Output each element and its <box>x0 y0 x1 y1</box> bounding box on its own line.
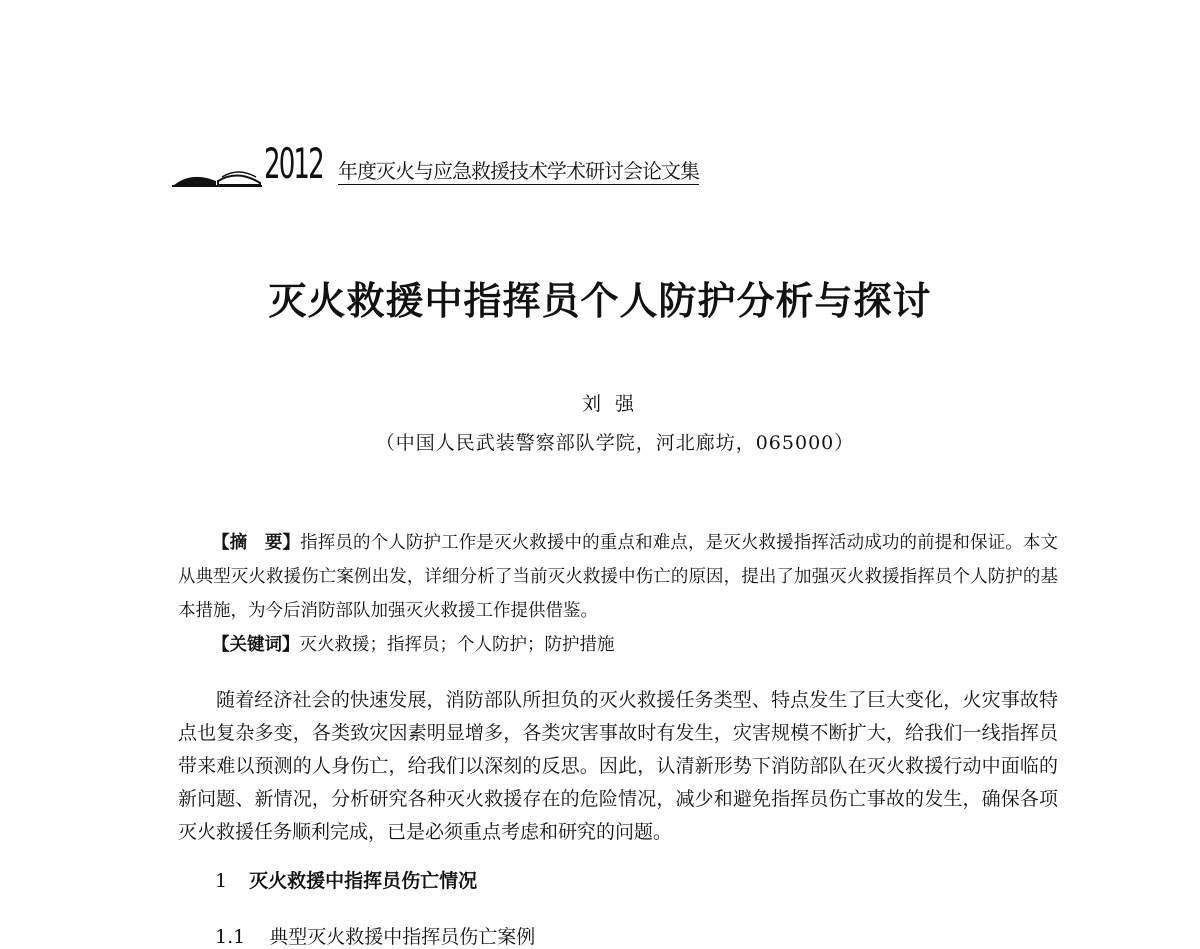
running-header <box>172 139 752 190</box>
abstract-paragraph <box>178 526 1058 628</box>
keywords-label: 【关键词】 <box>212 635 300 655</box>
open-book-icon <box>172 159 262 187</box>
body-text <box>178 684 1058 849</box>
paper-title: 灭火救援中指挥员个人防护分析与探讨 <box>268 278 932 323</box>
author-name: 刘强 <box>581 393 648 415</box>
section-title: 灭火救援中指挥员伤亡情况 <box>249 870 478 892</box>
header-year: 2012 <box>264 139 323 188</box>
header-series-title: 年度灭火与应急救援技术学术研讨会论文集 <box>338 159 699 183</box>
section-heading-1-1 <box>215 922 535 949</box>
abstract-label: 【摘 要】 <box>212 533 301 553</box>
section-heading-1 <box>215 866 477 893</box>
keywords-text: 灭火救援；指挥员；个人防护；防护措施 <box>299 635 615 655</box>
subsection-number: 1.1 <box>215 926 246 948</box>
abstract-block <box>178 526 1058 662</box>
keywords-paragraph <box>178 628 1058 662</box>
abstract-text: 指挥员的个人防护工作是灭火救援中的重点和难点，是灭火救援指挥活动成功的前提和保证。本文从典型灭火救援伤亡案例出发，详细分析了当前灭火救援中伤亡的原因，提出了加强灭火救援指挥员个人防护的基本措施，为今后消防部队加强灭火救援工作提供借鉴。 <box>178 533 1058 621</box>
author-affiliation: （中国人民武装警察部队学院，河北廊坊，065000） <box>375 432 855 454</box>
body-paragraph: 随着经济社会的快速发展，消防部队所担负的灭火救援任务类型、特点发生了巨大变化，火灾事故特点也复杂多变，各类致灾因素明显增多，各类灾害事故时有发生，灾害规模不断扩大，给我们一线指挥员带来难以预测的人身伤亡，给我们以深刻的反思。因此，认清新形势下消防部队在灭火救援行动中面临的新问题、新情况，分析研究各种灭火救援存在的危险情况，减少和避免指挥员伤亡事故的发生，确保各项灭火救援任务顺利完成，已是必须重点考虑和研究的问题。 <box>178 689 1058 843</box>
section-number: 1 <box>215 870 228 892</box>
subsection-title: 典型灭火救援中指挥员伤亡案例 <box>269 926 536 948</box>
